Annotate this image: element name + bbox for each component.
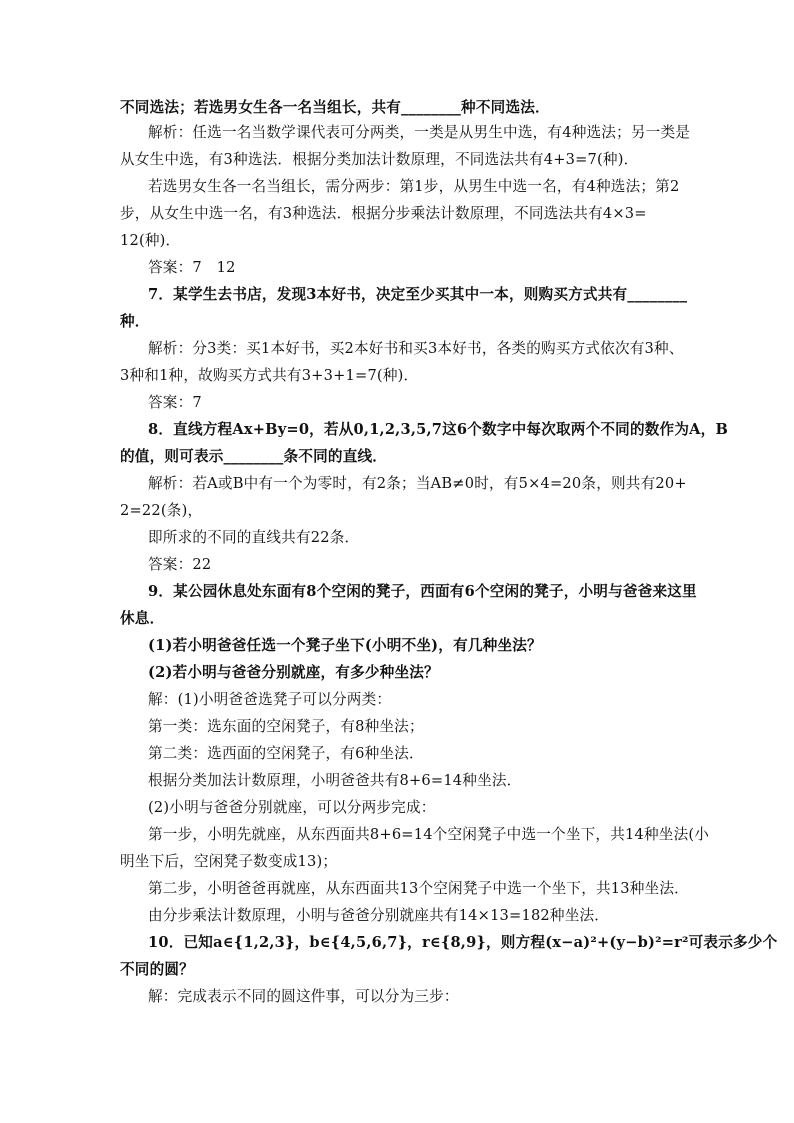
question-line: 的值，则可表示________条不同的直线． [120, 448, 388, 465]
text-line: 解析：若A或B中有一个为零时，有2条；当AB≠0时，有5×4=20条，则共有20+ [148, 475, 687, 492]
question-line: 种． [120, 313, 150, 330]
text-line: 根据分类加法计数原理，小明爸爸共有8+6=14种坐法． [148, 772, 522, 789]
text-line: 3种和1种，故购买方式共有3+3+1=7(种)． [120, 367, 419, 384]
question-line: 10．已知a∈{1,2,3}，b∈{4,5,6,7}，r∈{8,9}，则方程(x−a)²+(y−b)²=r²可表示多少个 [148, 934, 778, 951]
question-line: 不同的圆？ [120, 961, 194, 978]
text-line: 2=22(条)， [120, 502, 203, 519]
question-line: (2)若小明与爸爸分别就座，有多少种坐法？ [148, 664, 439, 681]
question-line: 休息． [120, 610, 165, 627]
question-line: (1)若小明爸爸任选一个凳子坐下(小明不坐)，有几种坐法？ [148, 637, 542, 654]
text-line: (2)小明与爸爸分别就座，可以分两步完成： [148, 799, 436, 816]
text-line: 步，从女生中选一名，有3种选法．根据分步乘法计数原理，不同选法共有4×3= [120, 205, 647, 222]
question-line: 8．直线方程Ax+By=0，若从0,1,2,3,5,7这6个数字中每次取两个不同的数作为A，B [148, 421, 728, 438]
text-line: 第二步，小明爸爸再就座，从东西面共13个空闲凳子中选一个坐下，共13种坐法． [148, 880, 689, 897]
text-line: 从女生中选，有3种选法．根据分类加法计数原理，不同选法共有4+3=7(种)． [120, 151, 639, 168]
text-line: 12(种)． [120, 232, 181, 249]
text-line: 明坐下后，空闲凳子数变成13)； [120, 853, 338, 870]
text-line: 解析：任选一名当数学课代表可分两类，一类是从男生中选，有4种选法；另一类是 [148, 124, 691, 141]
question-line: 9．某公园休息处东面有8个空闲的凳子，西面有6个空闲的凳子，小明与爸爸来这里 [148, 583, 697, 600]
text-line: 即所求的不同的直线共有22条． [148, 529, 360, 546]
answer-line: 答案：7 12 [148, 259, 236, 276]
text-line: 第一步，小明先就座，从东西面共8+6=14个空闲凳子中选一个坐下，共14种坐法(小 [148, 826, 710, 843]
answer-line: 答案：22 [148, 556, 212, 573]
text-line: 第一类：选东面的空闲凳子，有8种坐法； [148, 718, 424, 735]
text-line: 解析：分3类：买1本好书，买2本好书和买3本好书，各类的购买方式依次有3种、 [148, 340, 684, 357]
text-line: 不同选法；若选男女生各一名当组长，共有________种不同选法． [120, 99, 550, 116]
text-line: 解：(1)小明爸爸选凳子可以分两类： [148, 691, 392, 708]
text-line: 第二类：选西面的空闲凳子，有6种坐法． [148, 745, 424, 762]
text-line: 解：完成表示不同的圆这件事，可以分为三步： [148, 988, 459, 1005]
answer-line: 答案：7 [148, 394, 202, 411]
text-line: 由分步乘法计数原理，小明与爸爸分别就座共有14×13=182种坐法． [148, 907, 610, 924]
question-line: 7．某学生去书店，发现3本好书，决定至少买其中一本，则购买方式共有________ [148, 286, 688, 303]
text-line: 若选男女生各一名当组长，需分两步：第1步，从男生中选一名，有4种选法；第2 [148, 178, 680, 195]
